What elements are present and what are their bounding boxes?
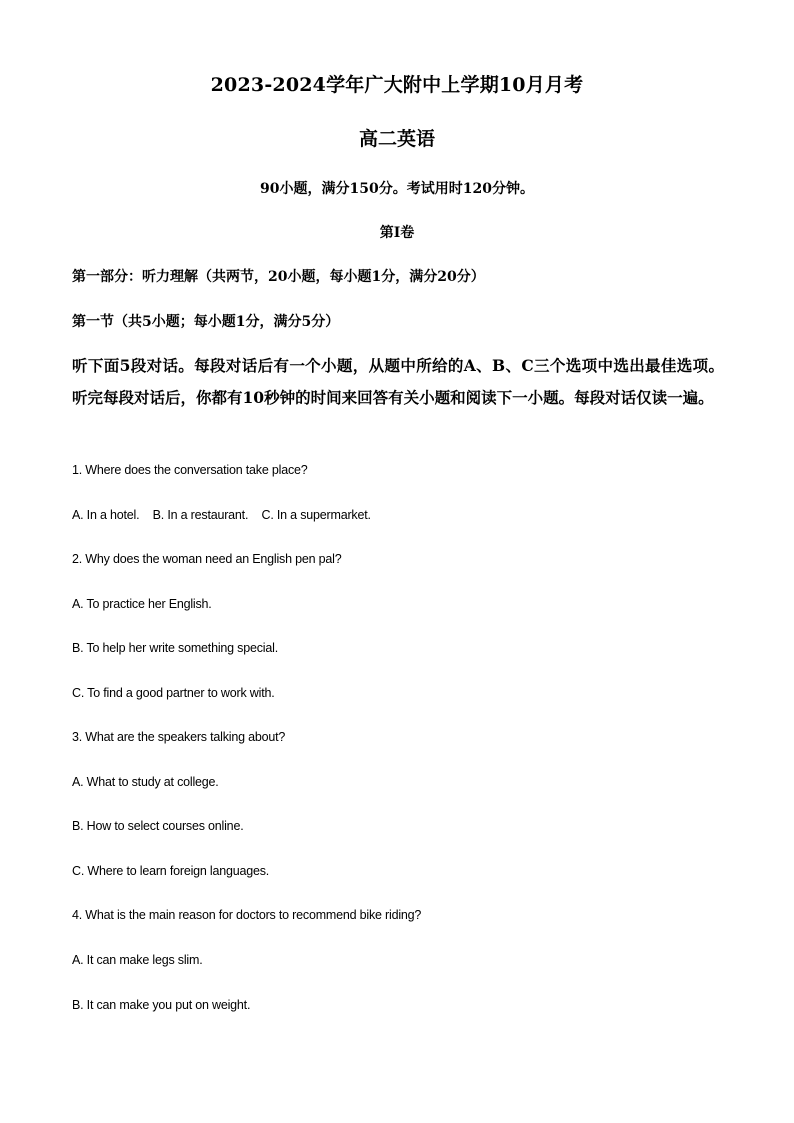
question-4: 4. What is the main reason for doctors to recommend bike riding?	[72, 908, 422, 922]
part-heading: 第一部分：听力理解（共两节，20小题，每小题1分，满分20分）	[72, 269, 485, 285]
question-2: 2. Why does the woman need an English pen pal?	[72, 552, 342, 566]
question-2-option-a: A. To practice her English.	[72, 597, 212, 611]
question-3-option-c: C. Where to learn foreign languages.	[72, 864, 270, 878]
question-2-option-c: C. To find a good partner to work with.	[72, 686, 275, 700]
question-1-options	[72, 508, 381, 522]
question-3-option-a: A. What to study at college.	[72, 775, 219, 789]
exam-note: 90小题，满分150分。考试用时120分钟。	[260, 181, 534, 197]
question-4-option-a: A. It can make legs slim.	[72, 953, 203, 967]
option-b: B. In a restaurant.	[152, 508, 249, 522]
question-1: 1. Where does the conversation take place?	[72, 463, 308, 477]
option-c: C. In a supermarket.	[261, 508, 371, 522]
question-2-option-b: B. To help her write something special.	[72, 641, 278, 655]
instructions: 听下面5段对话。每段对话后有一个小题，从题中所给的A、B、C三个选项中选出最佳选项。听完每段对话后，你都有10秒钟的时间来回答有关小题和阅读下一小题。每段对话仅读一遍。	[72, 356, 724, 407]
volume-label: 第I卷	[379, 225, 415, 241]
question-4-option-b: B. It can make you put on weight.	[72, 998, 251, 1012]
option-a: A. In a hotel.	[72, 508, 140, 522]
question-3: 3. What are the speakers talking about?	[72, 730, 286, 744]
section-heading: 第一节（共5小题；每小题1分，满分5分）	[72, 314, 340, 330]
exam-title: 2023-2024学年广大附中上学期10月月考	[210, 74, 584, 96]
question-3-option-b: B. How to select courses online.	[72, 819, 244, 833]
exam-subject: 高二英语	[358, 128, 435, 150]
